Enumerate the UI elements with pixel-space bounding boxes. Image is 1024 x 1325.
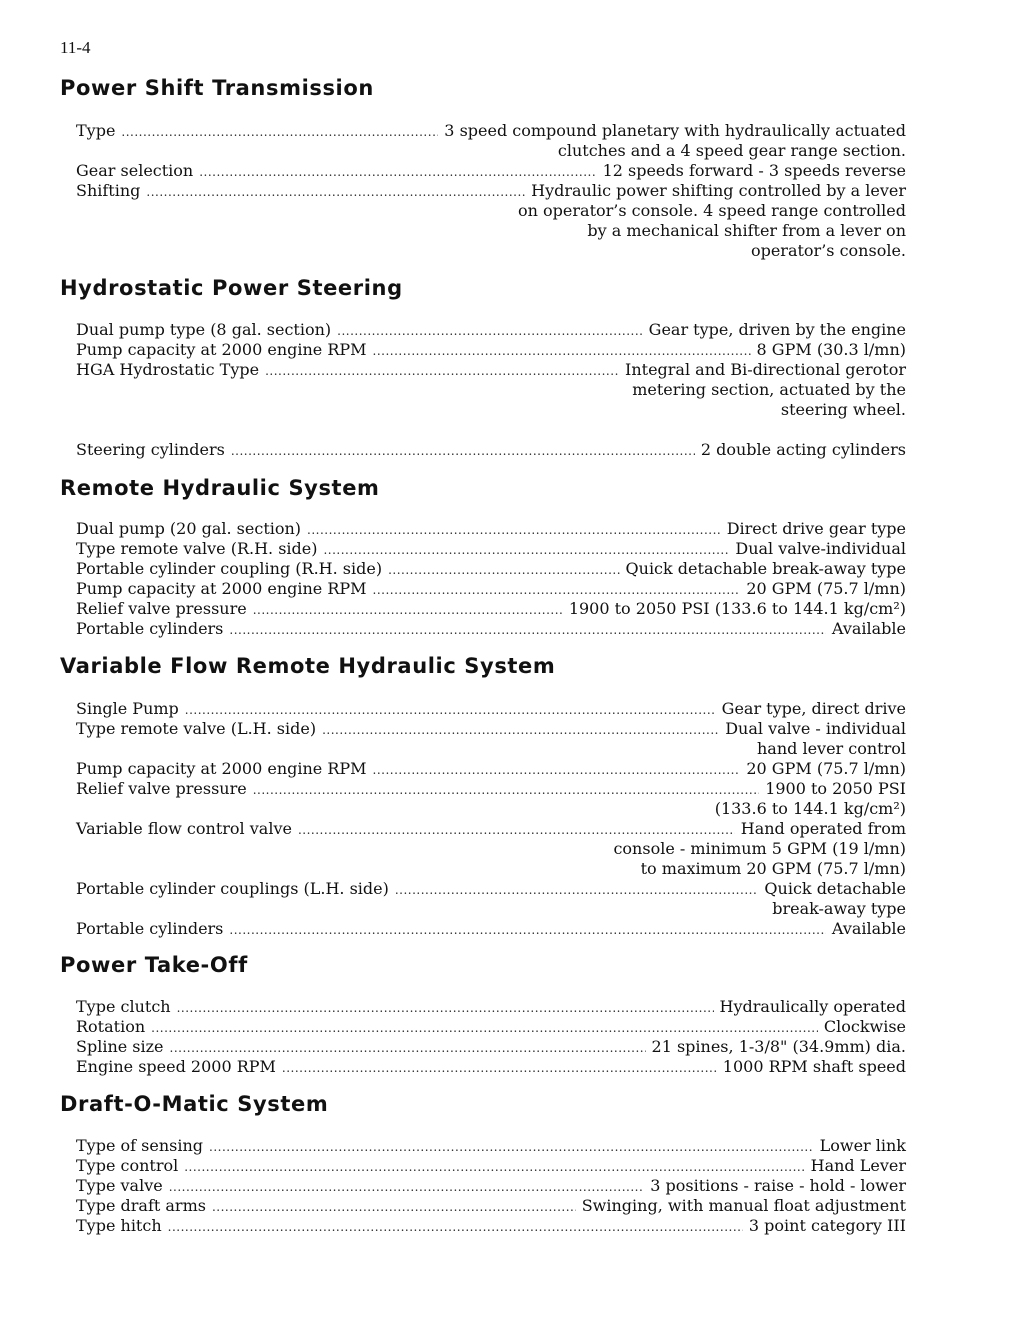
spec-value: Dual valve - individual (725, 719, 906, 738)
spec-label: Dual pump (20 gal. section) (76, 519, 302, 538)
dot-leader (185, 700, 716, 720)
spec-list (76, 699, 906, 939)
dot-leader (373, 760, 741, 780)
spec-value-continued: clutches and a 4 speed gear range section. (557, 141, 906, 160)
spec-line (76, 181, 906, 201)
spec-line (76, 1176, 906, 1196)
spec-value: Gear type, driven by the engine (648, 320, 906, 339)
spec-label: Spline size (76, 1037, 164, 1056)
section-heading: Variable Flow Remote Hydraulic System (60, 654, 556, 678)
spec-value: 3 speed compound planetary with hydraulically actuated (444, 121, 906, 140)
spec-row (76, 1017, 906, 1037)
spec-line (76, 599, 906, 619)
spec-label: Pump capacity at 2000 engine RPM (76, 579, 367, 598)
spec-line (76, 1156, 906, 1176)
spec-label: Type (76, 121, 116, 140)
spec-row (76, 759, 906, 779)
spec-row (76, 1037, 906, 1057)
spec-label: Pump capacity at 2000 engine RPM (76, 759, 367, 778)
spec-value: 3 point category III (748, 1216, 906, 1235)
spec-row (76, 539, 906, 559)
dot-leader (253, 600, 563, 620)
dot-leader (151, 1018, 818, 1038)
spec-value-continued: steering wheel. (780, 400, 906, 419)
section-heading: Hydrostatic Power Steering (60, 276, 403, 300)
spec-line (76, 819, 906, 839)
page-number: 11-4 (60, 38, 91, 57)
spec-line (76, 121, 906, 141)
spec-label: Gear selection (76, 161, 194, 180)
section-heading: Draft-O-Matic System (60, 1092, 329, 1116)
spec-value-continued: on operator’s console. 4 speed range controlled (518, 201, 906, 220)
spec-line (76, 340, 906, 360)
dot-leader (323, 540, 729, 560)
spec-label: Type control (76, 1156, 179, 1175)
spec-row (76, 121, 906, 161)
spec-value-continued: by a mechanical shifter from a lever on (587, 221, 906, 240)
spec-row (76, 340, 906, 360)
spec-value: Quick detachable (764, 879, 906, 898)
spec-row (76, 719, 906, 759)
spec-value: Gear type, direct drive (721, 699, 906, 718)
spec-label: Portable cylinders (76, 619, 224, 638)
section-heading: Power Shift Transmission (60, 76, 374, 100)
spec-value: Integral and Bi-directional gerotor (625, 360, 906, 379)
dot-leader (199, 162, 596, 182)
spec-label: Single Pump (76, 699, 179, 718)
dot-leader (169, 1177, 645, 1197)
spec-row (76, 619, 906, 639)
spec-value: Direct drive gear type (726, 519, 906, 538)
dot-leader (121, 122, 438, 142)
spec-line (76, 1216, 906, 1236)
spec-value: Dual valve-individual (735, 539, 906, 558)
spec-row (76, 879, 906, 919)
spec-value: Available (831, 619, 906, 638)
spec-line (76, 919, 906, 939)
dot-leader (212, 1197, 576, 1217)
spec-label: Portable cylinder coupling (R.H. side) (76, 559, 383, 578)
spec-row (76, 320, 906, 340)
spec-row (76, 440, 906, 460)
section-heading: Remote Hydraulic System (60, 476, 380, 500)
spec-value: Hydraulically operated (719, 997, 906, 1016)
dot-leader (298, 820, 735, 840)
spec-value: 1000 RPM shaft speed (722, 1057, 906, 1076)
spec-label: Variable flow control valve (76, 819, 292, 838)
spec-line (76, 699, 906, 719)
spec-line (76, 997, 906, 1017)
dot-leader (282, 1058, 717, 1078)
spec-value: Clockwise (823, 1017, 906, 1036)
spec-value: 20 GPM (75.7 l/mn) (746, 759, 906, 778)
dot-leader (322, 720, 719, 740)
spec-list (76, 519, 906, 639)
spec-list (76, 121, 906, 261)
spec-label: Engine speed 2000 RPM (76, 1057, 276, 1076)
spec-label: Type remote valve (L.H. side) (76, 719, 317, 738)
spec-line (76, 619, 906, 639)
spec-row (76, 1216, 906, 1236)
dot-leader (168, 1217, 743, 1237)
spec-line (76, 519, 906, 539)
spec-value: Quick detachable break-away type (625, 559, 906, 578)
dot-leader (388, 560, 619, 580)
spec-label: Type draft arms (76, 1196, 206, 1215)
spec-row (76, 181, 906, 261)
spec-value-continued: metering section, actuated by the (632, 380, 906, 399)
spec-row (76, 997, 906, 1017)
spec-line (76, 1037, 906, 1057)
spec-line (76, 161, 906, 181)
spec-value: 20 GPM (75.7 l/mn) (746, 579, 906, 598)
spec-label: Type remote valve (R.H. side) (76, 539, 318, 558)
spec-label: Dual pump type (8 gal. section) (76, 320, 332, 339)
spec-label: Type clutch (76, 997, 171, 1016)
spec-label: Relief valve pressure (76, 599, 247, 618)
spec-line (76, 539, 906, 559)
spec-value: Available (831, 919, 906, 938)
spec-list (76, 997, 906, 1077)
spec-row (76, 579, 906, 599)
spec-value: Hydraulic power shifting controlled by a lever (531, 181, 906, 200)
spec-line (76, 719, 906, 739)
spec-line (76, 1017, 906, 1037)
spec-line (76, 779, 906, 799)
spec-value-continued: console - minimum 5 GPM (19 l/mn) (613, 839, 906, 858)
spec-value: 3 positions - raise - hold - lower (650, 1176, 906, 1195)
spec-value: 12 speeds forward - 3 speeds reverse (602, 161, 906, 180)
spec-line (76, 879, 906, 899)
spec-line (76, 759, 906, 779)
spec-value: 21 spines, 1-3/8" (34.9mm) dia. (651, 1037, 906, 1056)
dot-leader (184, 1157, 804, 1177)
spec-label: HGA Hydrostatic Type (76, 360, 260, 379)
spec-value: Swinging, with manual float adjustment (581, 1196, 906, 1215)
spec-value-continued: hand lever control (756, 739, 906, 758)
spec-value: 8 GPM (30.3 l/mn) (756, 340, 906, 359)
spec-line (76, 559, 906, 579)
spec-label: Rotation (76, 1017, 146, 1036)
spec-label: Type valve (76, 1176, 163, 1195)
dot-leader (229, 920, 826, 940)
dot-leader (229, 620, 826, 640)
spec-line (76, 440, 906, 460)
spec-row (76, 360, 906, 420)
spec-row (76, 919, 906, 939)
spec-list (76, 320, 906, 460)
dot-leader (265, 361, 619, 381)
spec-row (76, 1136, 906, 1156)
spec-value-continued: to maximum 20 GPM (75.7 l/mn) (640, 859, 906, 878)
spec-label: Type hitch (76, 1216, 162, 1235)
dot-leader (307, 520, 721, 540)
section-heading: Power Take-Off (60, 953, 248, 977)
spec-row (76, 1196, 906, 1216)
spec-value-continued: break-away type (772, 899, 906, 918)
dot-leader (395, 880, 759, 900)
spec-value: 1900 to 2050 PSI (133.6 to 144.1 kg/cm²) (568, 599, 906, 618)
spec-value: 2 double acting cylinders (700, 440, 906, 459)
dot-leader (170, 1038, 646, 1058)
spec-label: Relief valve pressure (76, 779, 247, 798)
spec-line (76, 1196, 906, 1216)
dot-leader (146, 182, 525, 202)
dot-leader (231, 441, 695, 461)
spec-label: Steering cylinders (76, 440, 225, 459)
dot-leader (337, 321, 643, 341)
spec-line (76, 1057, 906, 1077)
dot-leader (373, 580, 741, 600)
spec-line (76, 579, 906, 599)
spec-label: Type of sensing (76, 1136, 204, 1155)
spec-list (76, 1136, 906, 1236)
spec-value-continued: operator’s console. (750, 241, 906, 260)
dot-leader (253, 780, 759, 800)
dot-leader (373, 341, 751, 361)
spec-label: Portable cylinders (76, 919, 224, 938)
spec-line (76, 1136, 906, 1156)
spec-value-continued: (133.6 to 144.1 kg/cm²) (714, 799, 906, 818)
spec-line (76, 360, 906, 380)
spec-row (76, 1176, 906, 1196)
spec-row (76, 1057, 906, 1077)
spec-label: Portable cylinder couplings (L.H. side) (76, 879, 389, 898)
dot-leader (177, 998, 714, 1018)
spec-value: Hand Lever (810, 1156, 906, 1175)
spec-row (76, 519, 906, 539)
spec-line (76, 320, 906, 340)
spec-label: Pump capacity at 2000 engine RPM (76, 340, 367, 359)
spec-row (76, 1156, 906, 1176)
spec-row (76, 559, 906, 579)
spec-row (76, 699, 906, 719)
spec-row (76, 779, 906, 819)
spec-row (76, 819, 906, 879)
spec-value: 1900 to 2050 PSI (765, 779, 906, 798)
spec-row (76, 161, 906, 181)
dot-leader (209, 1137, 814, 1157)
spec-label: Shifting (76, 181, 141, 200)
spec-value: Lower link (819, 1136, 906, 1155)
spec-row (76, 599, 906, 619)
spec-value: Hand operated from (740, 819, 906, 838)
